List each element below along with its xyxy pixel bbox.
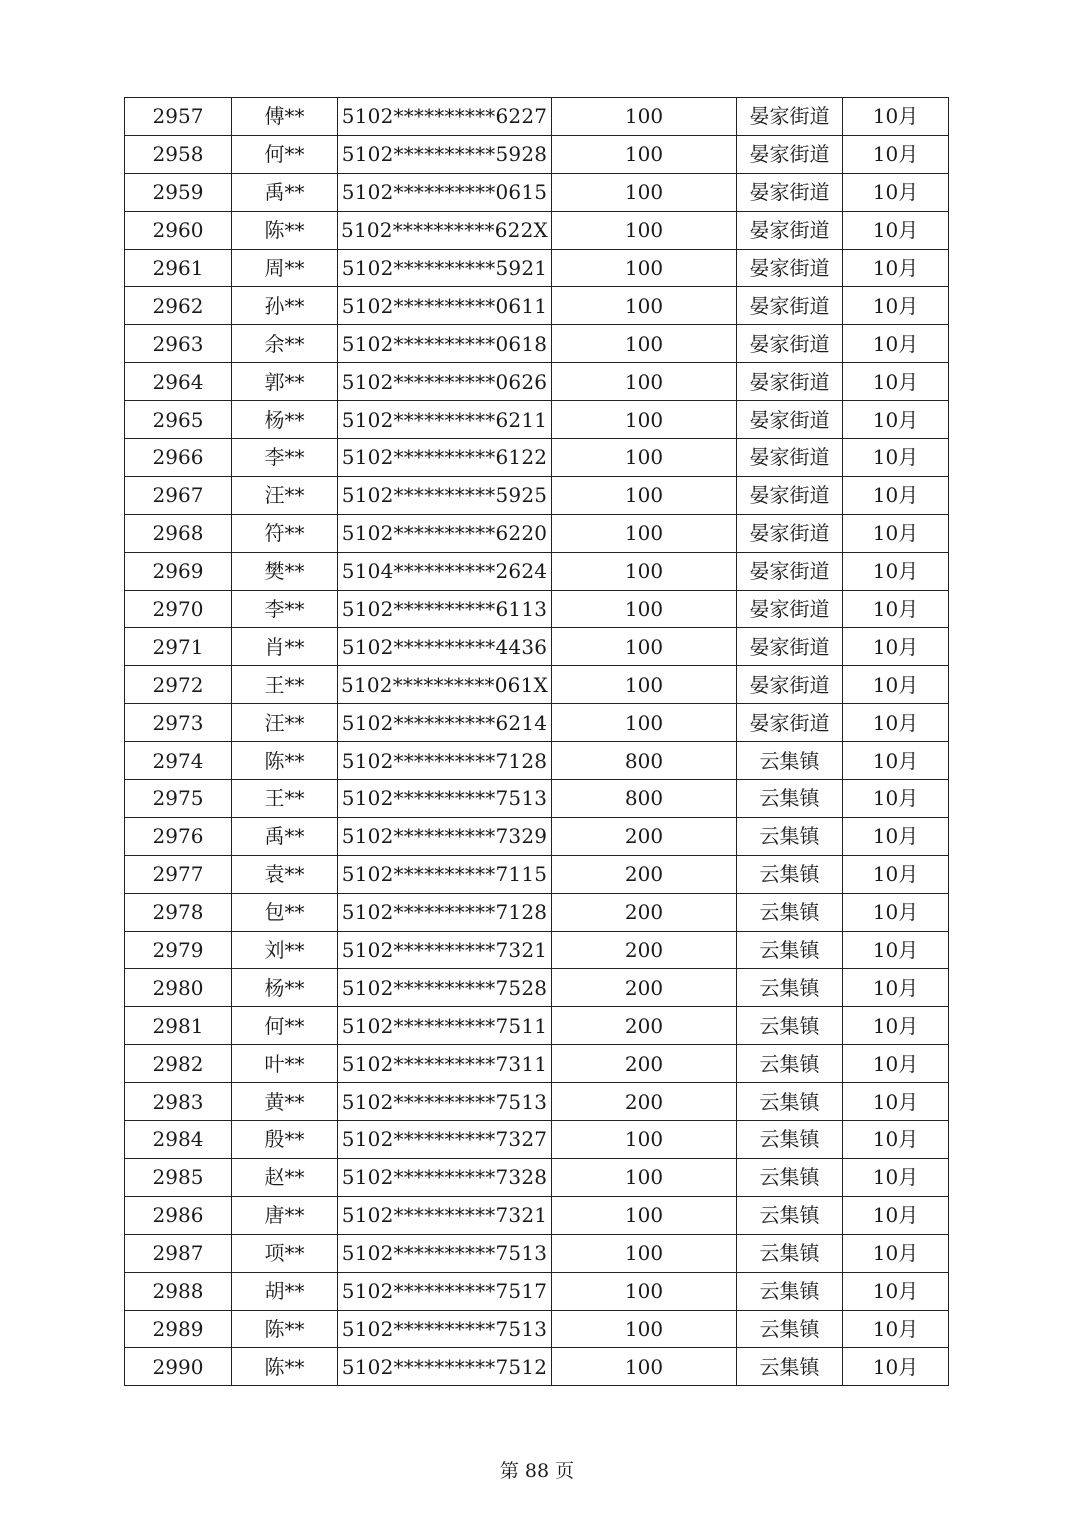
location-cell: 晏家街道 (737, 666, 843, 704)
id-number-cell: 5102**********7128 (338, 742, 552, 780)
id-number-cell: 5102**********7329 (338, 817, 552, 855)
id-number-cell: 5102**********7512 (338, 1348, 552, 1386)
amount-cell: 200 (552, 931, 737, 969)
serial-number-cell: 2975 (125, 780, 232, 818)
table-row (125, 817, 949, 855)
table-row (125, 287, 949, 325)
location-cell: 晏家街道 (737, 552, 843, 590)
table-row (125, 1083, 949, 1121)
table-row (125, 552, 949, 590)
month-cell: 10月 (843, 1045, 949, 1083)
id-number-cell: 5102**********6211 (338, 401, 552, 439)
location-cell: 云集镇 (737, 780, 843, 818)
location-cell: 晏家街道 (737, 476, 843, 514)
amount-cell: 100 (552, 363, 737, 401)
location-cell: 云集镇 (737, 1158, 843, 1196)
id-number-cell: 5102**********0626 (338, 363, 552, 401)
location-cell: 云集镇 (737, 931, 843, 969)
month-cell: 10月 (843, 817, 949, 855)
id-number-cell: 5102**********7513 (338, 1083, 552, 1121)
serial-number-cell: 2974 (125, 742, 232, 780)
month-cell: 10月 (843, 1007, 949, 1045)
serial-number-cell: 2980 (125, 969, 232, 1007)
month-cell: 10月 (843, 628, 949, 666)
amount-cell: 100 (552, 552, 737, 590)
table-row (125, 1272, 949, 1310)
id-number-cell: 5102**********6122 (338, 439, 552, 477)
month-cell: 10月 (843, 439, 949, 477)
location-cell: 云集镇 (737, 1272, 843, 1310)
month-cell: 10月 (843, 666, 949, 704)
location-cell: 云集镇 (737, 855, 843, 893)
serial-number-cell: 2981 (125, 1007, 232, 1045)
amount-cell: 200 (552, 969, 737, 1007)
id-number-cell: 5102**********0618 (338, 325, 552, 363)
serial-number-cell: 2976 (125, 817, 232, 855)
location-cell: 晏家街道 (737, 363, 843, 401)
name-cell: 王** (232, 666, 338, 704)
serial-number-cell: 2965 (125, 401, 232, 439)
table-row (125, 1196, 949, 1234)
amount-cell: 100 (552, 249, 737, 287)
serial-number-cell: 2970 (125, 590, 232, 628)
serial-number-cell: 2959 (125, 173, 232, 211)
month-cell: 10月 (843, 514, 949, 552)
amount-cell: 200 (552, 1083, 737, 1121)
id-number-cell: 5102**********6220 (338, 514, 552, 552)
serial-number-cell: 2982 (125, 1045, 232, 1083)
amount-cell: 100 (552, 1196, 737, 1234)
amount-cell: 200 (552, 1045, 737, 1083)
table-row (125, 1121, 949, 1159)
table-row (125, 249, 949, 287)
month-cell: 10月 (843, 552, 949, 590)
id-number-cell: 5102**********5928 (338, 135, 552, 173)
amount-cell: 100 (552, 476, 737, 514)
location-cell: 云集镇 (737, 1045, 843, 1083)
name-cell: 陈** (232, 1348, 338, 1386)
month-cell: 10月 (843, 931, 949, 969)
serial-number-cell: 2985 (125, 1158, 232, 1196)
id-number-cell: 5102**********622X (338, 211, 552, 249)
name-cell: 禹** (232, 173, 338, 211)
amount-cell: 800 (552, 780, 737, 818)
table-row (125, 704, 949, 742)
amount-cell: 100 (552, 173, 737, 211)
serial-number-cell: 2966 (125, 439, 232, 477)
month-cell: 10月 (843, 1272, 949, 1310)
name-cell: 陈** (232, 1310, 338, 1348)
location-cell: 云集镇 (737, 1196, 843, 1234)
amount-cell: 100 (552, 211, 737, 249)
amount-cell: 200 (552, 893, 737, 931)
month-cell: 10月 (843, 325, 949, 363)
serial-number-cell: 2987 (125, 1234, 232, 1272)
name-cell: 李** (232, 439, 338, 477)
serial-number-cell: 2957 (125, 98, 232, 136)
id-number-cell: 5102**********7321 (338, 1196, 552, 1234)
amount-cell: 200 (552, 817, 737, 855)
location-cell: 晏家街道 (737, 704, 843, 742)
serial-number-cell: 2979 (125, 931, 232, 969)
serial-number-cell: 2958 (125, 135, 232, 173)
serial-number-cell: 2989 (125, 1310, 232, 1348)
location-cell: 晏家街道 (737, 249, 843, 287)
table-row (125, 325, 949, 363)
serial-number-cell: 2971 (125, 628, 232, 666)
location-cell: 晏家街道 (737, 514, 843, 552)
table-row (125, 1158, 949, 1196)
table-row (125, 1310, 949, 1348)
table-row (125, 211, 949, 249)
table-row (125, 742, 949, 780)
name-cell: 郭** (232, 363, 338, 401)
page-number: 第 88 页 (499, 1460, 575, 1482)
name-cell: 禹** (232, 817, 338, 855)
month-cell: 10月 (843, 742, 949, 780)
location-cell: 晏家街道 (737, 173, 843, 211)
id-number-cell: 5102**********7511 (338, 1007, 552, 1045)
id-number-cell: 5102**********6113 (338, 590, 552, 628)
location-cell: 云集镇 (737, 1310, 843, 1348)
location-cell: 晏家街道 (737, 98, 843, 136)
name-cell: 汪** (232, 704, 338, 742)
amount-cell: 100 (552, 1121, 737, 1159)
id-number-cell: 5102**********7528 (338, 969, 552, 1007)
table-row (125, 1348, 949, 1386)
table-row (125, 969, 949, 1007)
table-row (125, 931, 949, 969)
id-number-cell: 5102**********0615 (338, 173, 552, 211)
serial-number-cell: 2978 (125, 893, 232, 931)
month-cell: 10月 (843, 1121, 949, 1159)
name-cell: 孙** (232, 287, 338, 325)
location-cell: 晏家街道 (737, 325, 843, 363)
serial-number-cell: 2969 (125, 552, 232, 590)
month-cell: 10月 (843, 98, 949, 136)
location-cell: 晏家街道 (737, 401, 843, 439)
name-cell: 陈** (232, 211, 338, 249)
location-cell: 晏家街道 (737, 211, 843, 249)
month-cell: 10月 (843, 1310, 949, 1348)
table-row (125, 401, 949, 439)
serial-number-cell: 2960 (125, 211, 232, 249)
table-row (125, 666, 949, 704)
location-cell: 晏家街道 (737, 628, 843, 666)
table-row (125, 363, 949, 401)
month-cell: 10月 (843, 1158, 949, 1196)
table-row (125, 1007, 949, 1045)
id-number-cell: 5102**********7513 (338, 780, 552, 818)
serial-number-cell: 2964 (125, 363, 232, 401)
serial-number-cell: 2968 (125, 514, 232, 552)
amount-cell: 200 (552, 855, 737, 893)
name-cell: 包** (232, 893, 338, 931)
id-number-cell: 5102**********4436 (338, 628, 552, 666)
amount-cell: 100 (552, 287, 737, 325)
serial-number-cell: 2967 (125, 476, 232, 514)
id-number-cell: 5102**********7513 (338, 1310, 552, 1348)
month-cell: 10月 (843, 969, 949, 1007)
id-number-cell: 5102**********7328 (338, 1158, 552, 1196)
name-cell: 何** (232, 135, 338, 173)
table-row (125, 135, 949, 173)
name-cell: 杨** (232, 969, 338, 1007)
location-cell: 云集镇 (737, 893, 843, 931)
id-number-cell: 5102**********5925 (338, 476, 552, 514)
id-number-cell: 5104**********2624 (338, 552, 552, 590)
name-cell: 王** (232, 780, 338, 818)
id-number-cell: 5102**********7115 (338, 855, 552, 893)
name-cell: 唐** (232, 1196, 338, 1234)
name-cell: 肖** (232, 628, 338, 666)
name-cell: 李** (232, 590, 338, 628)
location-cell: 云集镇 (737, 1083, 843, 1121)
name-cell: 周** (232, 249, 338, 287)
location-cell: 云集镇 (737, 1348, 843, 1386)
id-number-cell: 5102**********6227 (338, 98, 552, 136)
id-number-cell: 5102**********7321 (338, 931, 552, 969)
month-cell: 10月 (843, 249, 949, 287)
name-cell: 叶** (232, 1045, 338, 1083)
name-cell: 刘** (232, 931, 338, 969)
id-number-cell: 5102**********0611 (338, 287, 552, 325)
month-cell: 10月 (843, 1196, 949, 1234)
table-row (125, 98, 949, 136)
month-cell: 10月 (843, 855, 949, 893)
name-cell: 殷** (232, 1121, 338, 1159)
location-cell: 云集镇 (737, 969, 843, 1007)
amount-cell: 100 (552, 439, 737, 477)
name-cell: 胡** (232, 1272, 338, 1310)
location-cell: 云集镇 (737, 742, 843, 780)
location-cell: 晏家街道 (737, 439, 843, 477)
table-row (125, 173, 949, 211)
location-cell: 云集镇 (737, 1007, 843, 1045)
name-cell: 余** (232, 325, 338, 363)
id-number-cell: 5102**********7517 (338, 1272, 552, 1310)
name-cell: 项** (232, 1234, 338, 1272)
serial-number-cell: 2988 (125, 1272, 232, 1310)
month-cell: 10月 (843, 893, 949, 931)
table-row (125, 514, 949, 552)
id-number-cell: 5102**********7128 (338, 893, 552, 931)
table-row (125, 893, 949, 931)
amount-cell: 100 (552, 704, 737, 742)
serial-number-cell: 2963 (125, 325, 232, 363)
table-row (125, 628, 949, 666)
amount-cell: 100 (552, 1272, 737, 1310)
month-cell: 10月 (843, 1234, 949, 1272)
serial-number-cell: 2986 (125, 1196, 232, 1234)
table-row (125, 1234, 949, 1272)
id-number-cell: 5102**********7327 (338, 1121, 552, 1159)
location-cell: 云集镇 (737, 1234, 843, 1272)
id-number-cell: 5102**********5921 (338, 249, 552, 287)
serial-number-cell: 2972 (125, 666, 232, 704)
name-cell: 傅** (232, 98, 338, 136)
amount-cell: 200 (552, 1007, 737, 1045)
name-cell: 陈** (232, 742, 338, 780)
table-row (125, 780, 949, 818)
location-cell: 晏家街道 (737, 135, 843, 173)
serial-number-cell: 2984 (125, 1121, 232, 1159)
roster-table-body (125, 98, 949, 1386)
name-cell: 符** (232, 514, 338, 552)
amount-cell: 100 (552, 514, 737, 552)
roster-table (124, 97, 949, 1386)
amount-cell: 800 (552, 742, 737, 780)
month-cell: 10月 (843, 1083, 949, 1121)
serial-number-cell: 2961 (125, 249, 232, 287)
amount-cell: 100 (552, 628, 737, 666)
id-number-cell: 5102**********061X (338, 666, 552, 704)
amount-cell: 100 (552, 98, 737, 136)
id-number-cell: 5102**********6214 (338, 704, 552, 742)
location-cell: 云集镇 (737, 1121, 843, 1159)
month-cell: 10月 (843, 173, 949, 211)
table-row (125, 439, 949, 477)
id-number-cell: 5102**********7513 (338, 1234, 552, 1272)
month-cell: 10月 (843, 135, 949, 173)
month-cell: 10月 (843, 211, 949, 249)
name-cell: 樊** (232, 552, 338, 590)
name-cell: 赵** (232, 1158, 338, 1196)
month-cell: 10月 (843, 363, 949, 401)
table-row (125, 590, 949, 628)
serial-number-cell: 2983 (125, 1083, 232, 1121)
name-cell: 黄** (232, 1083, 338, 1121)
table-row (125, 1045, 949, 1083)
amount-cell: 100 (552, 1310, 737, 1348)
amount-cell: 100 (552, 1348, 737, 1386)
serial-number-cell: 2973 (125, 704, 232, 742)
name-cell: 何** (232, 1007, 338, 1045)
amount-cell: 100 (552, 1234, 737, 1272)
month-cell: 10月 (843, 1348, 949, 1386)
location-cell: 云集镇 (737, 817, 843, 855)
amount-cell: 100 (552, 590, 737, 628)
month-cell: 10月 (843, 590, 949, 628)
serial-number-cell: 2990 (125, 1348, 232, 1386)
name-cell: 袁** (232, 855, 338, 893)
amount-cell: 100 (552, 401, 737, 439)
name-cell: 杨** (232, 401, 338, 439)
serial-number-cell: 2977 (125, 855, 232, 893)
month-cell: 10月 (843, 401, 949, 439)
table-row (125, 855, 949, 893)
amount-cell: 100 (552, 325, 737, 363)
month-cell: 10月 (843, 476, 949, 514)
table-row (125, 476, 949, 514)
month-cell: 10月 (843, 704, 949, 742)
amount-cell: 100 (552, 666, 737, 704)
serial-number-cell: 2962 (125, 287, 232, 325)
location-cell: 晏家街道 (737, 287, 843, 325)
name-cell: 汪** (232, 476, 338, 514)
amount-cell: 100 (552, 135, 737, 173)
month-cell: 10月 (843, 287, 949, 325)
month-cell: 10月 (843, 780, 949, 818)
location-cell: 晏家街道 (737, 590, 843, 628)
amount-cell: 100 (552, 1158, 737, 1196)
id-number-cell: 5102**********7311 (338, 1045, 552, 1083)
